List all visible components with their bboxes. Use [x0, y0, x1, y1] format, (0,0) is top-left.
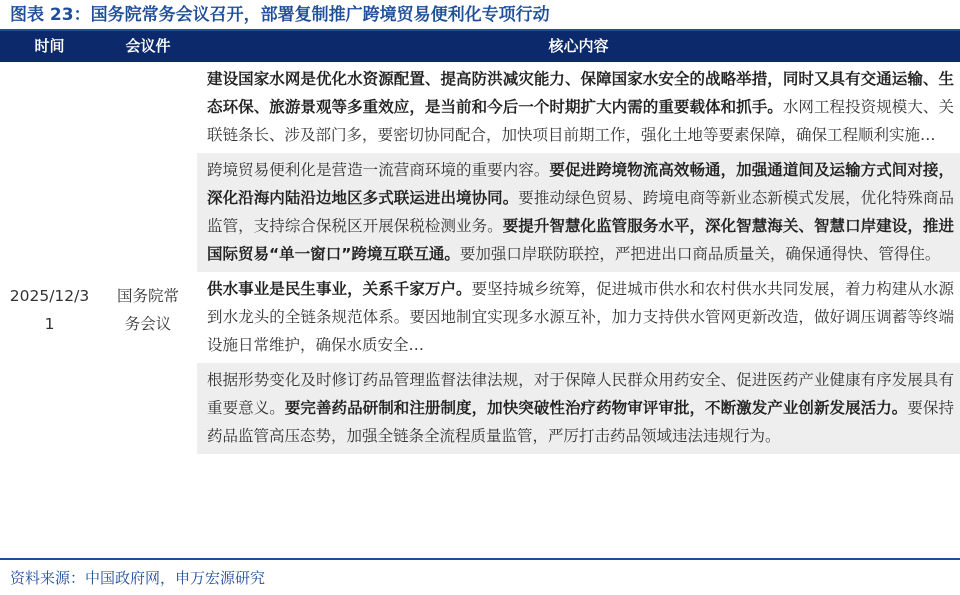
table-header [0, 31, 960, 62]
content-block-water-supply [197, 272, 960, 363]
content-block-drug-regulation [197, 363, 960, 454]
content-segment: 供水事业是民生事业，关系千家万户。 [207, 280, 472, 298]
content-segment: 要保持药品监管高压态势，加强全链条全流程质量监管，严厉打击药品领域违法违规行为。 [207, 399, 954, 445]
content-block-cross-border-trade [197, 153, 960, 272]
time-value: 2025/12/31 [9, 287, 90, 333]
content-segment: 要坚持城乡统筹，促进城市供水和农村供水共同发展，着力构建从水源到水龙头的全链条规范体系。要因地制宜实现多水源互补，加力支持供水管网更新改造，做好调压调蓄等终端设施日常维护，确保水质安全… [207, 280, 954, 354]
content-segment: 根据形势变化及时修订药品管理监督法律法规，对于保障人民群众用药安全、促进医药产业健康有序发展具有重要意义。 [207, 371, 954, 417]
content-segment: 要提升智慧化监管服务水平，深化智慧海关、智慧口岸建设，推进国际贸易“单一窗口”跨境互联互通。 [207, 217, 954, 263]
header-meeting: 会议件 [125, 37, 171, 55]
content-segment: 水网工程投资规模大、关联链条长、涉及部门多，要密切协同配合，加快项目前期工作，强化土地等要素保障，确保工程顺利实施… [207, 98, 954, 144]
content-cell [197, 62, 960, 454]
content-segment: 要促进跨境物流高效畅通，加强通道间及运输方式间对接，深化沿海内陆沿边地区多式联运进出境协同。 [207, 161, 954, 207]
bottom-rule [0, 558, 960, 560]
header-content: 核心内容 [548, 37, 609, 55]
meeting-value: 国务院常务会议 [116, 287, 179, 333]
content-block-water-network [197, 62, 960, 153]
meeting-cell [99, 62, 197, 558]
source-note: 资料来源：中国政府网，申万宏源研究 [10, 569, 266, 587]
content-segment: 跨境贸易便利化是营造一流营商环境的重要内容。 [207, 161, 550, 179]
content-segment: 建设国家水网是优化水资源配置、提高防洪减灾能力、保障国家水安全的战略举措，同时又具有交通运输、生态环保、旅游景观等多重效应，是当前和今后一个时期扩大内需的重要载体和抓手。 [207, 70, 954, 116]
content-segment: 要推动绿色贸易、跨境电商等新业态新模式发展，优化特殊商品监管，支持综合保税区开展保税检测业务。 [207, 189, 954, 235]
header-time: 时间 [34, 37, 65, 55]
figure-title: 图表 23：国务院常务会议召开，部署复制推广跨境贸易便利化专项行动 [10, 5, 550, 25]
time-cell [0, 62, 99, 558]
content-segment: 要完善药品研制和注册制度，加快突破性治疗药物审评审批，不断激发产业创新发展活力。 [284, 399, 908, 417]
content-segment: 要加强口岸联防联控，严把进出口商品质量关，确保通得快、管得住。 [459, 245, 941, 263]
